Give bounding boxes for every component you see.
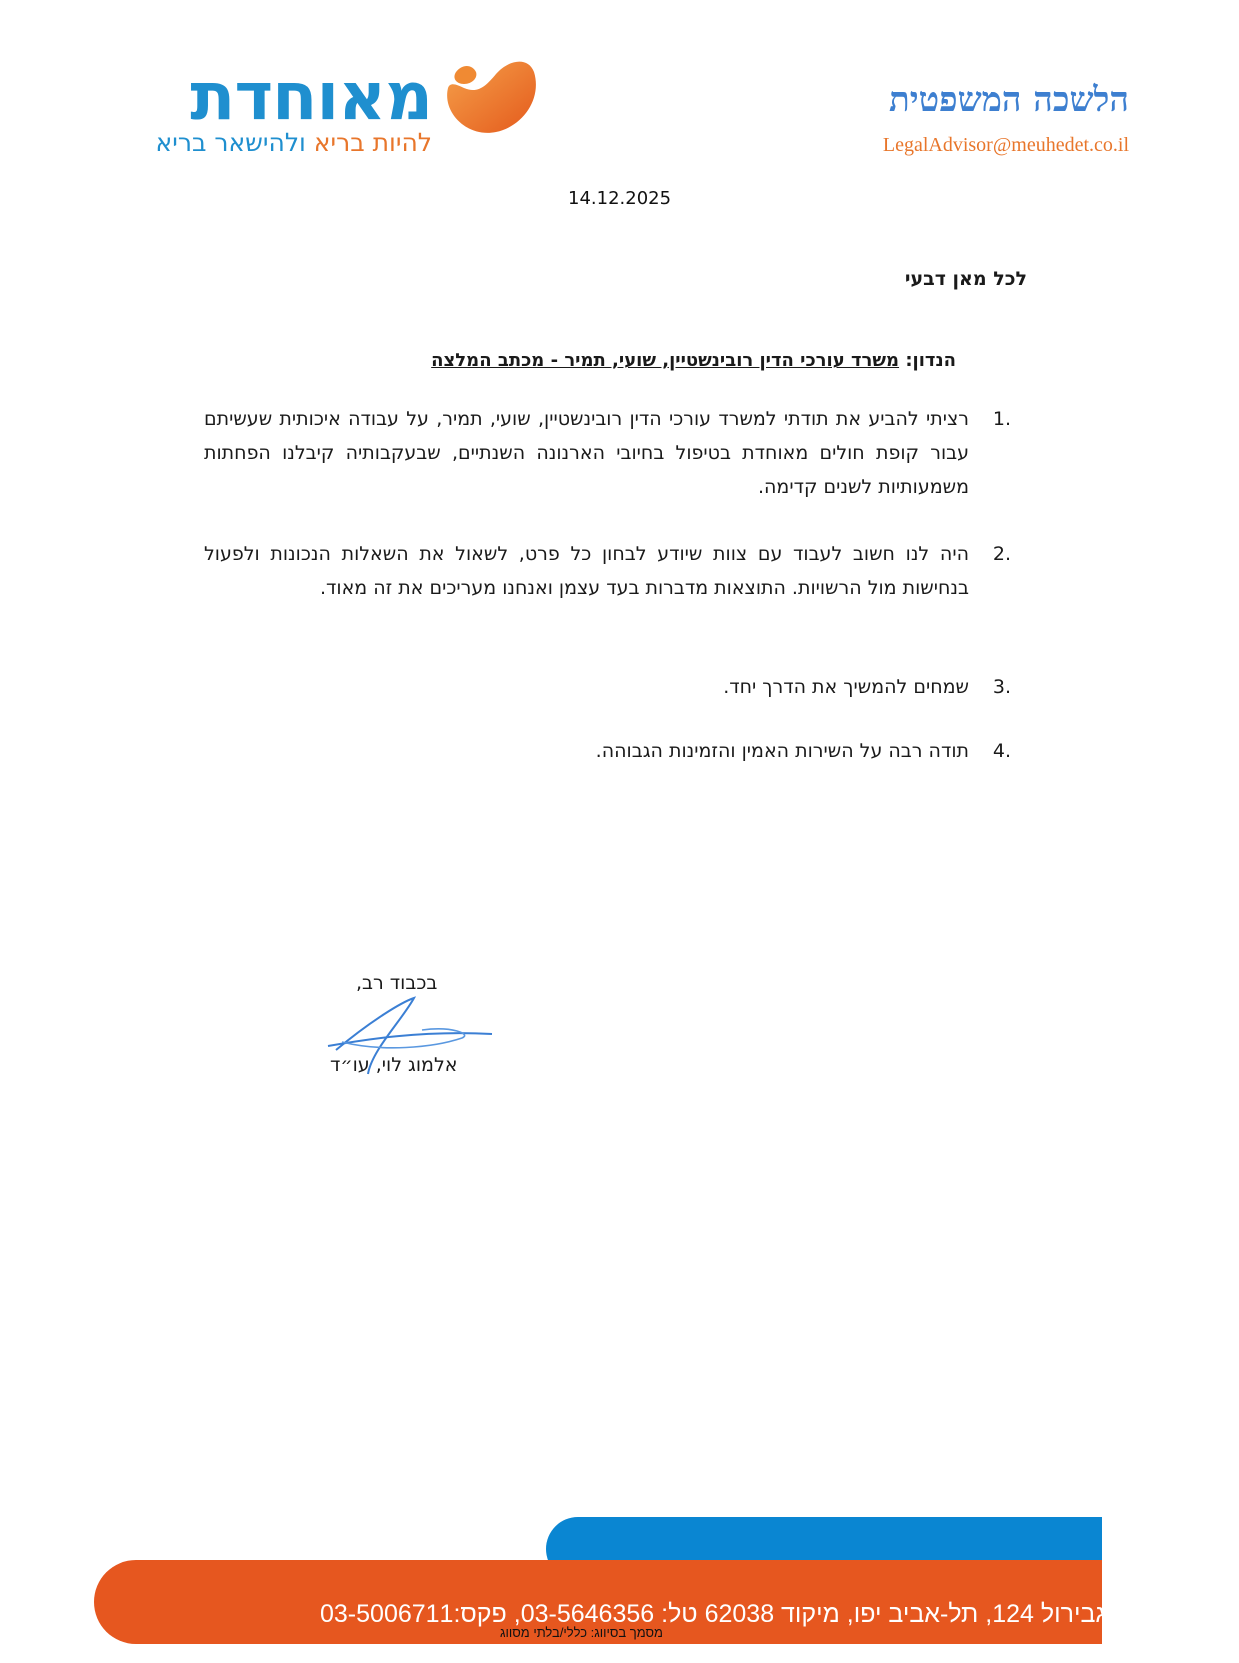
paragraph-text: תודה רבה על השירות האמין והזמינות הגבוהה. — [595, 740, 969, 762]
paragraph-4 — [204, 734, 1011, 768]
meuhedet-logo — [132, 58, 552, 158]
letter-recipient: לכל מאן דבעי — [904, 268, 1027, 290]
paragraph-text: רציתי להביע את תודתי למשרד עורכי הדין רובינשטיין, שועי, תמיר, על עבודה איכותית שעשיתם עבור קופת חולים מאוחדת בטיפול בחיובי הארנונה השנתיים, שבעקבותיה קיבלנו הפחתות משמעותיות לשנים קדימה. — [204, 408, 969, 498]
paragraph-1 — [204, 402, 1011, 504]
logo-slogan-part1: להיות בריא — [313, 128, 432, 157]
subject-text: משרד עורכי הדין רובינשטיין, שועי, תמיר - מכתב המלצה — [431, 350, 900, 371]
paragraph-3 — [204, 670, 1011, 704]
letter-closing: בכבוד רב, — [356, 972, 438, 994]
logo-slogan-part2: ולהישאר בריא — [155, 128, 306, 157]
paragraph-2 — [204, 537, 1011, 605]
paragraph-number: 3. — [992, 676, 1011, 698]
department-title: הלשכה המשפטית — [888, 80, 1129, 120]
letter-subject — [431, 350, 956, 371]
logo-wordmark: מאוחדת — [190, 58, 432, 135]
footer-classification: מסמך בסיווג: כללי/בלתי מסווג — [500, 1625, 663, 1640]
subject-prefix: הנדון: — [905, 350, 956, 371]
logo-heart-icon — [438, 58, 542, 142]
logo-slogan — [156, 128, 432, 158]
footer-address: אבן גבירול 124, תל-אביב יפו, מיקוד 62038 טל: 03-5646356, פקס:03-5006711 — [320, 1600, 1151, 1628]
letter-date: 14.12.2025 — [568, 188, 672, 209]
department-email-link[interactable]: LegalAdvisor@meuhedet.co.il — [882, 134, 1129, 156]
paragraph-number: 2. — [992, 543, 1011, 565]
signer-name: אלמוג לוי, עו״ד — [330, 1054, 458, 1076]
paragraph-number: 1. — [992, 408, 1011, 430]
paragraph-number: 4. — [992, 740, 1011, 762]
paragraph-text: היה לנו חשוב לעבוד עם צוות שיודע לבחון כל פרט, לשאול את השאלות הנכונות ולפעול בנחישות מול הרשויות. התוצאות מדברות בעד עצמן ואנחנו מעריכים את זה מאוד. — [204, 543, 969, 599]
paragraph-text: שמחים להמשיך את הדרך יחד. — [723, 676, 969, 698]
